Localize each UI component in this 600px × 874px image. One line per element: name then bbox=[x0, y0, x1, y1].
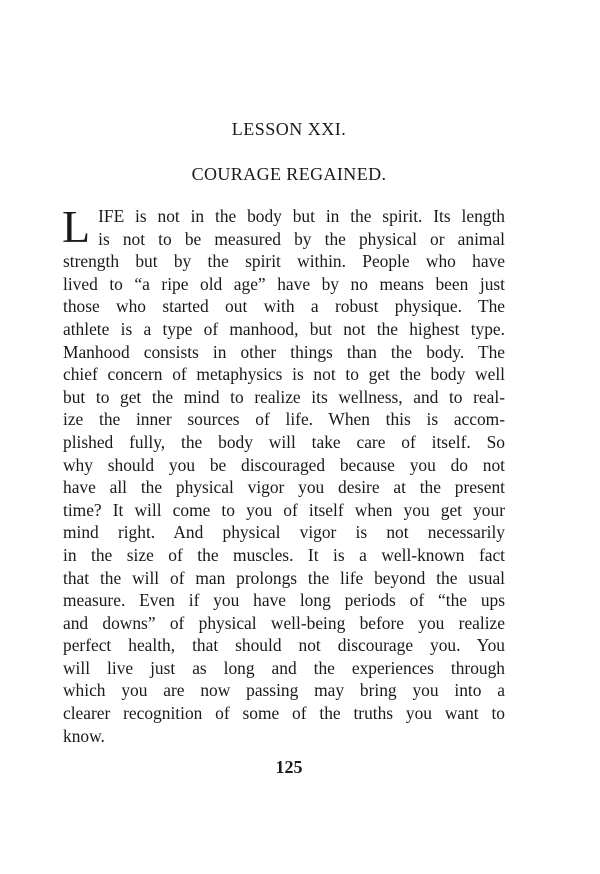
text-line: IFE is not in the body but in the spirit. Its length bbox=[98, 206, 505, 226]
text-line: time? It will come to you of itself when you get your bbox=[63, 499, 505, 520]
body-paragraph bbox=[62, 201, 505, 747]
text-line: why should you be discouraged because you do not bbox=[63, 454, 505, 475]
text-line: which you are now passing may bring you into a bbox=[63, 680, 505, 701]
text-line: that the will of man prolongs the life beyond the usual bbox=[63, 567, 505, 588]
text-line: those who started out with a robust physique. The bbox=[63, 296, 505, 317]
text-line: measure. Even if you have long periods of “the ups bbox=[63, 590, 505, 611]
lesson-heading: LESSON XXI. bbox=[231, 119, 347, 139]
text-line: lived to “a ripe old age” have by no means been just bbox=[63, 273, 505, 294]
text-line: but to get the mind to realize its wellness, and to real- bbox=[63, 386, 505, 407]
text-line: strength but by the spirit within. People who have bbox=[63, 251, 505, 272]
drop-cap: L bbox=[62, 201, 91, 252]
text-line: and downs” of physical well-being before you realize bbox=[63, 612, 505, 633]
text-line: will live just as long and the experiences through bbox=[63, 657, 505, 678]
page-number: 125 bbox=[275, 757, 303, 777]
text-line: know. bbox=[63, 725, 105, 746]
text-line: Manhood consists in other things than the body. The bbox=[63, 341, 505, 362]
text-line: mind right. And physical vigor is not necessarily bbox=[63, 522, 505, 543]
text-line: plished fully, the body will take care of itself. So bbox=[63, 431, 505, 452]
text-line: athlete is a type of manhood, but not the highest type. bbox=[63, 318, 505, 339]
text-line: ize the inner sources of life. When this is accom- bbox=[63, 409, 505, 430]
text-line: clearer recognition of some of the truths you want to bbox=[63, 703, 505, 724]
text-line: chief concern of metaphysics is not to get the body well bbox=[63, 364, 505, 385]
text-line: is not to be measured by the physical or animal bbox=[98, 228, 505, 249]
text-line: have all the physical vigor you desire at the present bbox=[63, 477, 505, 498]
chapter-title: COURAGE REGAINED. bbox=[191, 164, 387, 184]
text-line: perfect health, that should not discourage you. You bbox=[63, 635, 505, 656]
text-line: in the size of the muscles. It is a well-known fact bbox=[63, 544, 505, 565]
